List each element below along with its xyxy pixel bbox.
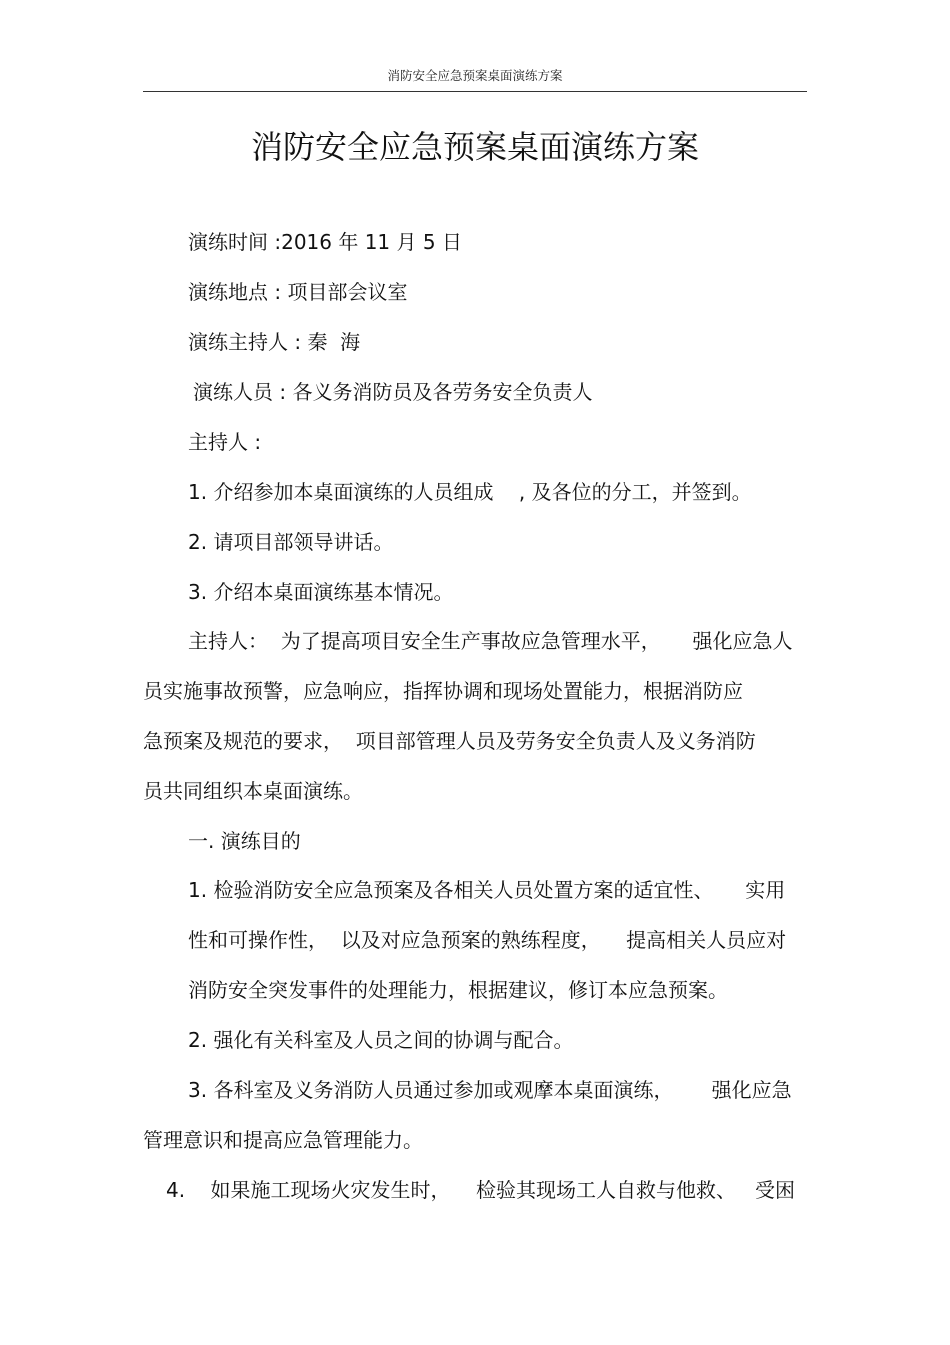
purpose-item-3-line: 管理意识和提高应急管理能力。: [143, 1128, 423, 1152]
purpose-item-2: 2. 强化有关科室及人员之间的协调与配合。: [188, 1028, 574, 1052]
host-speech-line: 急预案及规范的要求， 项目部管理人员及劳务安全负责人及义务消防: [143, 729, 756, 753]
host-speech-line: 员实施事故预警，应急响应，指挥协调和现场处置能力，根据消防应: [143, 679, 743, 703]
drill-participants: 演练人员 : 各义务消防员及各劳务安全负责人: [193, 380, 593, 404]
host-label: 主持人 :: [188, 430, 262, 454]
document-title: 消防安全应急预案桌面演练方案: [250, 128, 699, 166]
purpose-item-1-line: 性和可操作性， 以及对应急预案的熟练程度， 提高相关人员应对: [188, 928, 787, 952]
running-header: 消防安全应急预案桌面演练方案: [387, 68, 563, 83]
purpose-item-1-line: 1. 检验消防安全应急预案及各相关人员处置方案的适宜性、 实用: [188, 878, 786, 902]
drill-location: 演练地点 : 项目部会议室: [188, 280, 408, 304]
host-speech-line: 员共同组织本桌面演练。: [143, 779, 363, 803]
host-item-1: 1. 介绍参加本桌面演练的人员组成 , 及各位的分工，并签到。: [188, 480, 752, 504]
host-item-3: 3. 介绍本桌面演练基本情况。: [188, 580, 454, 604]
drill-host: 演练主持人 : 秦 海: [188, 330, 361, 354]
drill-time: 演练时间 :2016 年 11 月 5 日: [188, 230, 462, 254]
purpose-item-1-line: 消防安全突发事件的处理能力，根据建议，修订本应急预案。: [188, 978, 728, 1002]
host-item-2: 2. 请项目部领导讲话。: [188, 530, 394, 554]
purpose-item-3-line: 3. 各科室及义务消防人员通过参加或观摩本桌面演练， 强化应急: [188, 1078, 792, 1102]
section-heading-purpose: 一. 演练目的: [188, 829, 301, 853]
purpose-item-4-line: 4. 如果施工现场火灾发生时， 检验其现场工人自救与他救、 受困: [166, 1178, 796, 1202]
host-speech-line: 主持人： 为了提高项目安全生产事故应急管理水平， 强化应急人: [188, 629, 793, 653]
header-divider: [143, 91, 807, 92]
